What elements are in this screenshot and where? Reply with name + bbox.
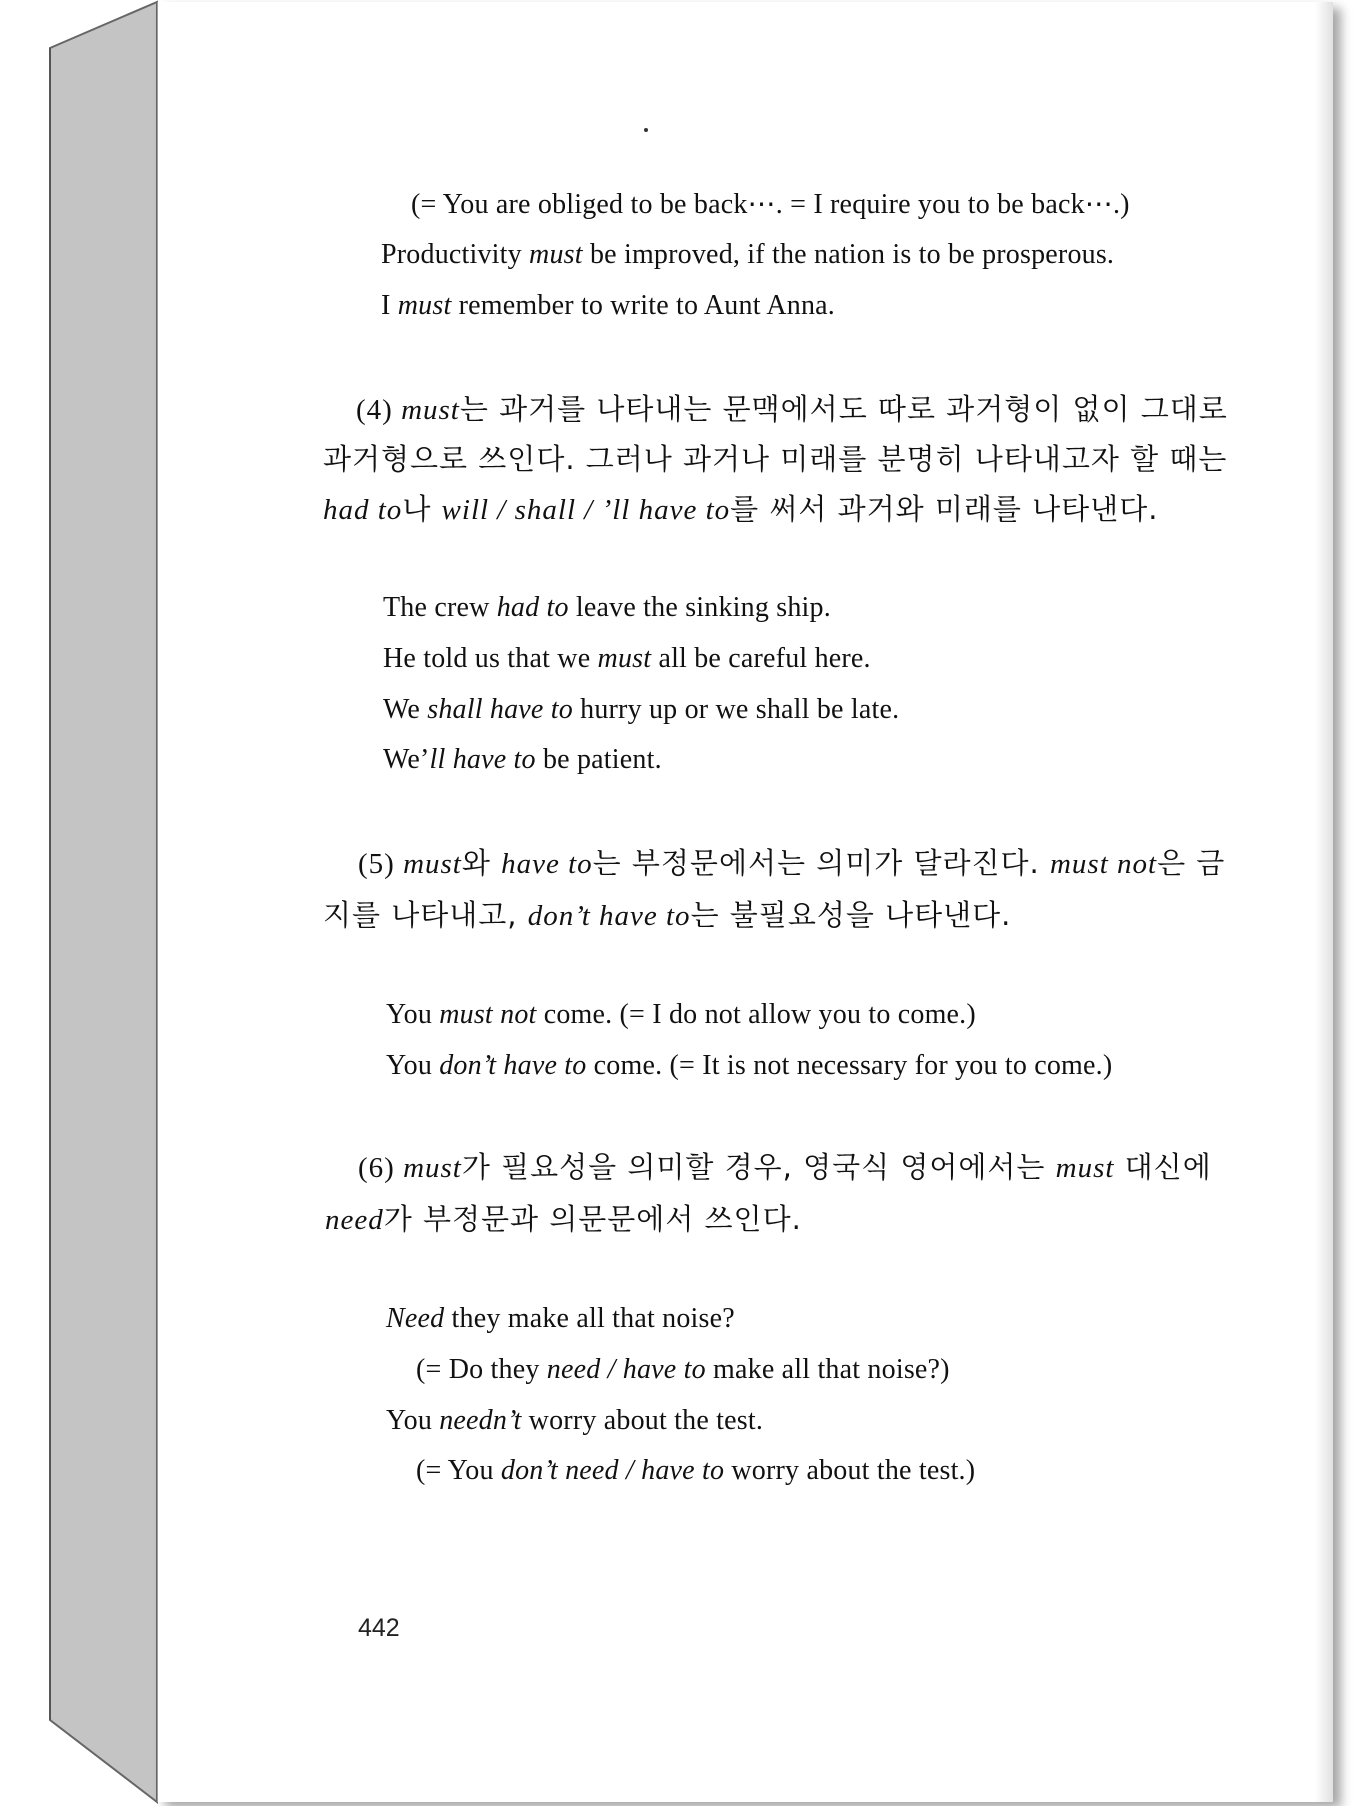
paragraph-line: [323, 441, 1227, 477]
paragraph-italic: had to: [323, 494, 403, 526]
example-italic: had to: [496, 592, 569, 623]
example-text: (= You are obliged to be back⋯. = I require you to be back⋯.): [411, 189, 1130, 220]
paragraph-italic: must: [403, 848, 462, 880]
example-italic: must: [397, 290, 452, 321]
example-line: [416, 1353, 950, 1387]
paragraph-text: 는 과거를 나타내는 문맥에서도 따로 과거형이 없이 그대로: [459, 392, 1228, 426]
paragraph-text: 나: [402, 492, 442, 526]
example-text: be patient.: [535, 744, 662, 775]
example-text: We’: [383, 744, 430, 775]
example-text: worry about the test.): [724, 1455, 976, 1486]
example-text: We: [383, 694, 428, 725]
page-number: 442: [358, 1614, 400, 1642]
example-italic: must not: [439, 999, 537, 1030]
example-italic: must: [597, 643, 652, 674]
example-line: [411, 188, 1130, 222]
example-italic: don’t need / have to: [500, 1455, 725, 1486]
example-italic: Need: [386, 1303, 445, 1334]
paragraph-line: [325, 1201, 802, 1238]
example-text: all be careful here.: [651, 643, 871, 674]
paragraph-italic: must: [401, 394, 460, 426]
paragraph-italic: need: [325, 1204, 384, 1236]
paragraph-line: [356, 391, 1228, 428]
example-text: they make all that noise?: [444, 1303, 735, 1334]
paragraph-line: [358, 1149, 1212, 1186]
example-text: (= You: [416, 1455, 501, 1486]
example-line: [383, 591, 831, 625]
example-text: Productivity: [381, 239, 530, 270]
paragraph-text: 를 써서 과거와 미래를 나타낸다.: [730, 492, 1159, 526]
example-text: worry about the test.: [521, 1405, 764, 1436]
page-content: [158, 2, 1333, 1802]
paragraph-text: 은 금: [1157, 846, 1226, 880]
paragraph-italic: must not: [1049, 848, 1158, 880]
example-line: [416, 1454, 975, 1488]
example-line: [386, 1404, 763, 1438]
example-line: [381, 238, 1114, 272]
example-line: [386, 1049, 1112, 1083]
example-text: (= Do they: [416, 1354, 547, 1385]
example-line: [386, 998, 976, 1032]
paragraph-italic: will / shall / ’ll have to: [441, 494, 731, 526]
example-text: leave the sinking ship.: [568, 592, 831, 623]
example-line: [383, 642, 871, 676]
section-number: (4): [356, 394, 402, 426]
example-text: remember to write to Aunt Anna.: [451, 290, 835, 321]
example-line: [381, 289, 835, 323]
example-italic: need / have to: [546, 1354, 706, 1385]
paragraph-text: 가 부정문과 의문문에서 쓰인다.: [383, 1202, 802, 1236]
paragraph-text: 가 필요성을 의미할 경우, 영국식 영어에서는: [461, 1150, 1056, 1184]
example-text: make all that noise?): [705, 1354, 950, 1385]
paragraph-line: [323, 491, 1158, 528]
example-text: You: [386, 999, 440, 1030]
paragraph-text: 지를 나타내고,: [323, 898, 528, 932]
book-page: [157, 2, 1333, 1802]
page-mark-dot: [644, 128, 648, 132]
paragraph-text: 는 불필요성을 나타낸다.: [690, 898, 1012, 932]
example-line: [386, 1302, 735, 1336]
paragraph-text: 는 부정문에서는 의미가 달라진다.: [592, 846, 1050, 880]
example-italic: ll have to: [429, 744, 536, 775]
paragraph-text: 대신에: [1114, 1150, 1212, 1184]
paragraph-italic: must: [403, 1152, 462, 1184]
example-line: [383, 693, 899, 727]
paragraph-line: [358, 845, 1225, 882]
paragraph-italic: must: [1055, 1152, 1115, 1184]
section-number: (6): [358, 1152, 404, 1184]
example-italic: shall have to: [427, 694, 573, 725]
paragraph-italic: don’t have to: [527, 900, 691, 932]
example-text: You: [386, 1050, 440, 1081]
example-line: [383, 743, 662, 777]
example-text: I: [381, 290, 398, 321]
example-italic: must: [529, 239, 583, 270]
paragraph-line: [323, 897, 1011, 934]
example-text: be improved, if the nation is to be prosperous.: [582, 239, 1115, 270]
example-text: hurry up or we shall be late.: [572, 694, 900, 725]
example-italic: needn’t: [439, 1405, 522, 1436]
paragraph-text: 과거형으로 쓰인다. 그러나 과거나 미래를 분명히 나타내고자 할 때는: [323, 442, 1228, 476]
example-text: come. (= It is not necessary for you to come.): [586, 1050, 1113, 1081]
example-text: He told us that we: [383, 643, 598, 674]
example-italic: don’t have to: [439, 1050, 587, 1081]
section-number: (5): [358, 848, 404, 880]
example-text: You: [386, 1405, 440, 1436]
example-text: The crew: [383, 592, 497, 623]
example-text: come. (= I do not allow you to come.): [536, 999, 976, 1030]
paragraph-italic: have to: [501, 848, 593, 880]
paragraph-text: 와: [461, 846, 502, 880]
